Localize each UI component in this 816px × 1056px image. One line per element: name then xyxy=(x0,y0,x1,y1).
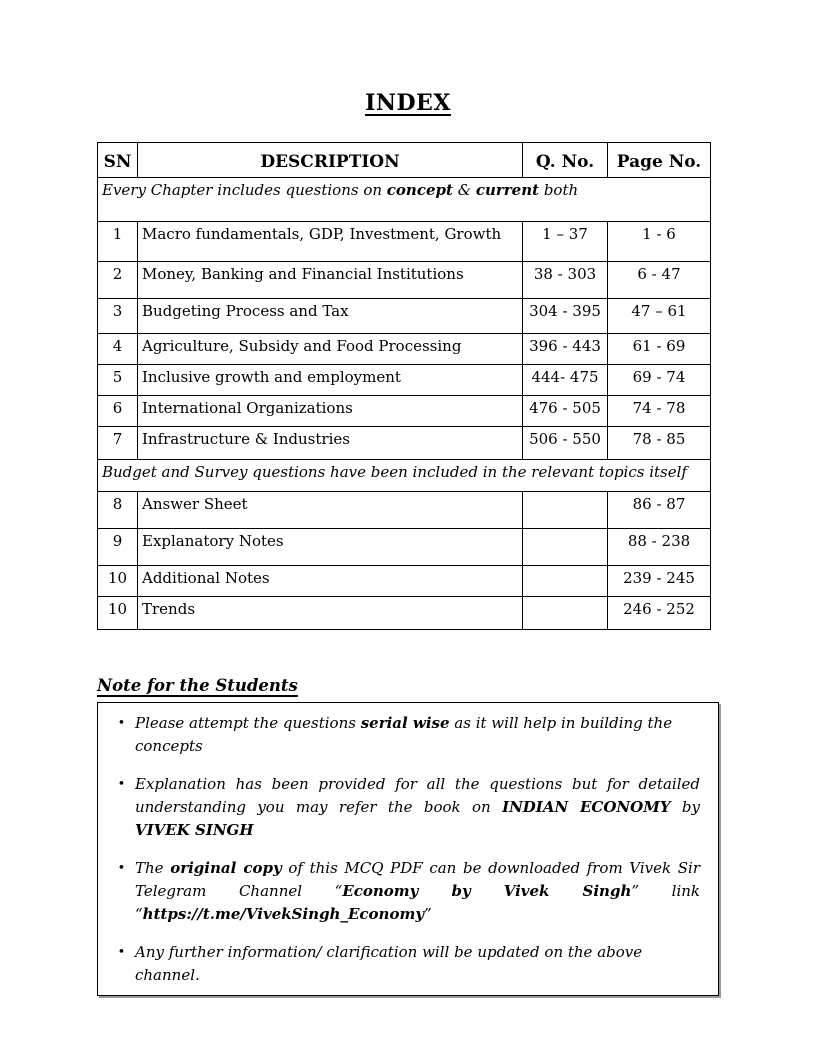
description-cell: Explanatory Notes xyxy=(138,529,523,566)
qno-cell xyxy=(523,492,608,529)
description-cell: Additional Notes xyxy=(138,566,523,597)
table-row xyxy=(98,529,711,566)
note-bullet xyxy=(108,941,700,987)
description-cell: Budgeting Process and Tax xyxy=(138,299,523,334)
table-header-row xyxy=(98,143,711,178)
bullet-text: Please attempt the questions serial wise as it will help in building the concepts xyxy=(135,714,673,755)
notes-heading-text: Note for the Students xyxy=(97,676,298,695)
index-table xyxy=(97,142,711,630)
qno-cell: 476 - 505 xyxy=(523,396,608,427)
page-cell: 78 - 85 xyxy=(608,427,711,460)
page-title xyxy=(0,90,816,116)
description-cell: Answer Sheet xyxy=(138,492,523,529)
bullet-icon: • xyxy=(117,777,126,792)
qno-cell xyxy=(523,597,608,630)
header-sn: SN xyxy=(98,143,138,178)
table-row xyxy=(98,262,711,299)
sn-cell: 5 xyxy=(98,365,138,396)
qno-cell: 38 - 303 xyxy=(523,262,608,299)
header-description: DESCRIPTION xyxy=(138,143,523,178)
qno-cell: 1 – 37 xyxy=(523,222,608,262)
page-cell: 246 - 252 xyxy=(608,597,711,630)
notes-heading xyxy=(97,676,816,695)
page-cell: 1 - 6 xyxy=(608,222,711,262)
description-cell: Infrastructure & Industries xyxy=(138,427,523,460)
description-cell: International Organizations xyxy=(138,396,523,427)
sn-cell: 8 xyxy=(98,492,138,529)
qno-cell xyxy=(523,529,608,566)
table-row xyxy=(98,566,711,597)
bullet-icon: • xyxy=(117,945,126,960)
sn-cell: 7 xyxy=(98,427,138,460)
page-cell: 74 - 78 xyxy=(608,396,711,427)
sn-cell: 3 xyxy=(98,299,138,334)
table-mid-note-row xyxy=(98,460,711,492)
bullet-text: Explanation has been provided for all the questions but for detailed understanding you may refer the book on INDIAN ECONOMY by VIVEK SINGH xyxy=(135,775,700,839)
table-row xyxy=(98,299,711,334)
note-bullet xyxy=(108,773,700,842)
table-row xyxy=(98,597,711,630)
page-cell: 239 - 245 xyxy=(608,566,711,597)
header-page: Page No. xyxy=(608,143,711,178)
sn-cell: 10 xyxy=(98,597,138,630)
note-bullet xyxy=(108,712,700,758)
sn-cell: 6 xyxy=(98,396,138,427)
sn-cell: 4 xyxy=(98,334,138,365)
page-cell: 88 - 238 xyxy=(608,529,711,566)
description-cell: Inclusive growth and employment xyxy=(138,365,523,396)
table-row xyxy=(98,365,711,396)
note-bullet xyxy=(108,857,700,926)
bullet-text: Any further information/ clarification will be updated on the above channel. xyxy=(135,943,643,984)
table-row xyxy=(98,492,711,529)
qno-cell: 506 - 550 xyxy=(523,427,608,460)
qno-cell xyxy=(523,566,608,597)
page-cell: 69 - 74 xyxy=(608,365,711,396)
page-cell: 47 – 61 xyxy=(608,299,711,334)
table-row xyxy=(98,427,711,460)
notes-box xyxy=(97,702,719,996)
intro-note-text: Every Chapter includes questions on concept & current both xyxy=(98,178,711,222)
mid-note-text: Budget and Survey questions have been included in the relevant topics itself xyxy=(98,460,711,492)
table-row xyxy=(98,334,711,365)
table-row xyxy=(98,222,711,262)
sn-cell: 1 xyxy=(98,222,138,262)
description-cell: Trends xyxy=(138,597,523,630)
description-cell: Macro fundamentals, GDP, Investment, Growth xyxy=(138,222,523,262)
description-cell: Agriculture, Subsidy and Food Processing xyxy=(138,334,523,365)
table-intro-note-row xyxy=(98,178,711,222)
qno-cell: 396 - 443 xyxy=(523,334,608,365)
header-qno: Q. No. xyxy=(523,143,608,178)
page-cell: 86 - 87 xyxy=(608,492,711,529)
sn-cell: 9 xyxy=(98,529,138,566)
description-cell: Money, Banking and Financial Institutions xyxy=(138,262,523,299)
page-cell: 61 - 69 xyxy=(608,334,711,365)
sn-cell: 10 xyxy=(98,566,138,597)
page-cell: 6 - 47 xyxy=(608,262,711,299)
page-title-text: INDEX xyxy=(365,90,451,116)
qno-cell: 304 - 395 xyxy=(523,299,608,334)
bullet-icon: • xyxy=(117,716,126,731)
table-row xyxy=(98,396,711,427)
bullet-text: The original copy of this MCQ PDF can be downloaded from Vivek Sir Telegram Channel “Economy by Vivek Singh” link “https://t.me/VivekSingh_Economy” xyxy=(135,859,700,923)
sn-cell: 2 xyxy=(98,262,138,299)
qno-cell: 444- 475 xyxy=(523,365,608,396)
bullet-icon: • xyxy=(117,861,126,876)
